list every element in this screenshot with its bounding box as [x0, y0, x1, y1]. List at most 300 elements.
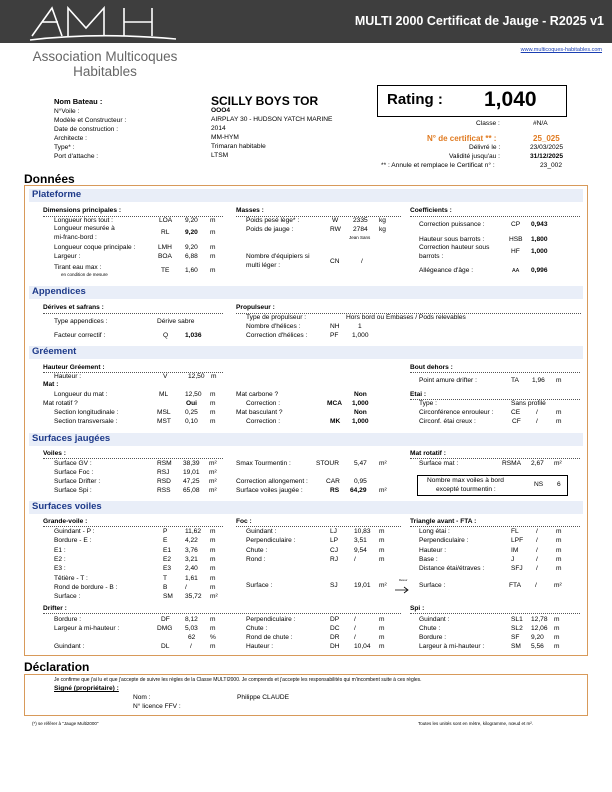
smax-label: Smax Tourmentin :	[236, 460, 291, 467]
mainsail-row-code: E2	[163, 555, 172, 563]
spi-row-code: SM	[511, 643, 521, 650]
mainsail-row-code: E3	[163, 565, 172, 573]
nh-value: 1	[358, 323, 362, 330]
height-unit: m	[211, 373, 217, 380]
tilting-correction-label: Correction :	[246, 418, 281, 425]
declaration-heading: Déclaration	[24, 660, 90, 674]
association-name-2: Habitables	[73, 64, 137, 79]
msl-code: MSL	[157, 409, 171, 416]
rw-value: 2784	[353, 226, 368, 233]
spi-surface-value: 65,08	[183, 487, 200, 494]
df-value: 8,12	[185, 616, 198, 623]
divider	[410, 372, 580, 373]
port: LTSM	[211, 152, 229, 159]
hf-label: Correction hauteur sous	[419, 244, 490, 251]
spi-row-label: Chute :	[419, 625, 441, 632]
jib-surface-label: Surface :	[246, 582, 273, 589]
type-label: Type* :	[54, 144, 75, 151]
dimensions-title: Dimensions principales :	[43, 207, 122, 214]
mst-code: MST	[157, 418, 171, 425]
carbon-mast-label: Mat carbone ?	[236, 391, 279, 398]
spi-row-unit: m	[554, 634, 560, 641]
te-sub: en condition de mesure	[61, 272, 108, 277]
hsb-label: Hauteur sous barrots :	[419, 236, 485, 243]
ce-unit: m	[556, 409, 562, 416]
mainsail-row-label: Surface :	[54, 593, 81, 601]
boa-value: 6,88	[185, 253, 198, 260]
dmg-value: 5,03	[185, 625, 198, 632]
jib-row-value: 9,54	[354, 546, 367, 554]
mainsail-row-value: 2,40	[185, 565, 198, 573]
fta-surface-value: /	[535, 582, 537, 589]
rigging-title: Gréement	[32, 346, 77, 357]
mainsail-row-unit: m	[210, 546, 216, 554]
q-value: 1,036	[185, 332, 202, 339]
mainsail-row-code: E1	[163, 546, 172, 554]
mainsail-row-unit: m	[210, 565, 216, 573]
pf-value: 1,000	[352, 332, 369, 339]
divider	[410, 216, 580, 217]
spi-row-label: Guindant :	[419, 616, 450, 623]
footer-units: Toutes les unités sont en mètre, kilogramme, nœud et m².	[418, 721, 534, 726]
jib-row-unit: m	[379, 546, 385, 554]
hf-label-2: barrots :	[419, 253, 444, 260]
divider	[410, 526, 580, 527]
rs-unit: m²	[379, 487, 387, 494]
rotating-mast-title: Mat rotatif :	[410, 450, 446, 457]
cp-value: 0,943	[531, 221, 548, 228]
drifter-row-label: Hauteur :	[246, 643, 274, 650]
boa-unit: m	[210, 253, 216, 260]
rl-unit: m	[210, 229, 216, 236]
prop-type-label: Type de propulseur :	[246, 314, 307, 321]
owner-name-label: Nom :	[133, 694, 151, 701]
cn-code: CN	[330, 258, 340, 265]
model-label: Modèle et Constructeur :	[54, 117, 127, 124]
ta-label: Point amure drifter :	[419, 377, 477, 384]
footer-note: (*) se référer à "Jauge Multi2000"	[32, 721, 99, 726]
fta-row-code: IM	[511, 546, 519, 554]
dmg-unit: m	[210, 625, 216, 632]
bowsprit-title: Bout dehors :	[410, 364, 453, 371]
mainsail-title: Grande-voile :	[43, 518, 88, 525]
ml-label: Longueur du mat :	[54, 391, 108, 398]
rw-label: Poids de jauge :	[246, 226, 294, 233]
fta-row-value: /	[536, 565, 538, 573]
fta-row-code: SFJ	[511, 565, 523, 573]
divider	[43, 313, 223, 314]
signed-label: Signé (propriétaire) :	[54, 685, 119, 692]
fta-row-code: FL	[511, 528, 519, 535]
mainsail-row-unit: m	[210, 574, 216, 582]
cf-label: Circonf. étai creux :	[419, 418, 476, 425]
divider	[43, 458, 223, 459]
hf-value: 1,000	[531, 248, 548, 255]
jib-row-code: LP	[330, 537, 339, 545]
port-label: Port d'attache :	[54, 153, 99, 160]
build-date-label: Date de construction :	[54, 126, 119, 133]
hsb-value: 1,800	[531, 236, 548, 243]
fta-row-unit: m	[556, 565, 562, 573]
mainsail-row-value: 11,62	[185, 528, 202, 535]
w-label: Poids pesé lège* :	[246, 217, 300, 224]
spi-row-label: Bordure :	[419, 634, 447, 641]
q-label: Facteur correctif :	[54, 332, 106, 339]
fta-row-value: /	[536, 555, 538, 563]
rl-label: Longueur mesurée à	[54, 225, 115, 232]
propulseur-title: Propulseur :	[236, 304, 275, 311]
loa-value: 9,20	[185, 217, 198, 224]
te-code: TE	[161, 267, 170, 274]
mainsail-row-label: Guindant - P :	[54, 528, 95, 535]
divider	[43, 613, 401, 614]
divider	[43, 526, 223, 527]
ce-code: CE	[511, 409, 521, 416]
cn-label: Nombre d'équipiers si	[246, 253, 310, 260]
drifter-row-code: DP	[330, 616, 340, 623]
boa-label: Largeur :	[54, 253, 81, 260]
platform-bar	[29, 189, 583, 202]
mainsail-row-label: Bordure - E :	[54, 537, 92, 545]
fta-row-value: /	[536, 528, 538, 535]
tilting-mast-label: Mat basculant ?	[236, 409, 283, 416]
jib-row-unit: m	[379, 528, 385, 535]
fta-arrow-caption: Retour	[399, 578, 408, 582]
prop-type: Hors bord ou Embases / Pods relevables	[346, 314, 466, 321]
jib-surface-unit: m²	[379, 582, 387, 589]
mainsail-row-value: 3,21	[185, 555, 198, 563]
drifter-row-code: DC	[330, 625, 340, 632]
foc-surface-unit: m²	[209, 469, 217, 476]
fta-row-unit: m	[556, 528, 562, 535]
certificate-title: MULTI 2000 Certificat de Jauge - R2025 v1	[354, 14, 604, 28]
jib-row-code: RJ	[330, 555, 339, 563]
issued-label: Délivré le :	[469, 144, 501, 151]
cf-value: /	[536, 418, 538, 425]
declaration-text: Je confirme que j'ai lu et que j'accepte de suivre les règles de la Classe MULTI2000. Je comprends et j'accepte les responsabilités qui m'incombent suite à ces règles.	[54, 677, 422, 683]
class-value: #N/A	[533, 120, 548, 127]
jib-row-unit: m	[379, 555, 385, 563]
boat-name: SCILLY BOYS TOR	[211, 94, 319, 108]
spi-row-code: SL2	[511, 625, 523, 632]
ta-unit: m	[556, 377, 562, 384]
tilting-mast-value: Non	[354, 409, 367, 416]
aa-value: 0,996	[531, 267, 548, 274]
dmg-label: Largeur à mi-hauteur :	[54, 625, 120, 632]
spi-row-unit: m	[554, 616, 560, 623]
msl-label: Section longitudinale :	[54, 409, 119, 416]
drifter-row-value: 10,04	[354, 643, 371, 650]
ns-label-2: excepté tourmentin :	[436, 486, 496, 493]
ns-code: NS	[534, 481, 544, 488]
jib-row-label: Rond :	[246, 555, 266, 563]
mainsail-row-code: P	[163, 528, 168, 535]
rs-label: Surface voiles jaugée :	[236, 487, 303, 494]
rig-height-title: Hauteur Gréement :	[43, 364, 105, 371]
mast-surface-code: RSMA	[502, 460, 522, 467]
validity-label: Validité jusqu'au :	[449, 153, 500, 160]
rl-label-2: mi-franc-bord :	[54, 234, 97, 241]
rigging-bar	[29, 346, 583, 359]
sail-surfaces-bar	[29, 501, 583, 514]
fta-surface-label: Surface :	[419, 582, 446, 589]
drifter-surface-value: 47,25	[183, 478, 200, 485]
rotating-mast-value: Oui	[186, 400, 197, 407]
mast-surface-label: Surface mat :	[419, 460, 459, 467]
fta-row-code: J	[511, 555, 515, 563]
mst-label: Section transversale :	[54, 418, 118, 425]
mainsail-row-code: SM	[163, 593, 173, 601]
drifter-title: Drifter :	[43, 605, 67, 612]
ml-unit: m	[210, 391, 216, 398]
spi-surface-unit: m²	[209, 487, 217, 494]
website-link[interactable]: www.multicoques-habitables.com	[520, 47, 602, 53]
divider	[410, 613, 580, 614]
owner-name: Philippe CLAUDE	[237, 694, 290, 701]
mst-value: 0,10	[185, 418, 198, 425]
ml-value: 12,50	[185, 391, 202, 398]
te-unit: m	[210, 267, 216, 274]
mainsail-row-code: T	[163, 574, 168, 582]
fta-row-unit: m	[556, 546, 562, 554]
cp-label: Correction puissance :	[419, 221, 485, 228]
rating-label: Rating :	[387, 91, 443, 108]
fta-row-code: LPF	[511, 537, 524, 545]
drifter-row-code: DR	[330, 634, 340, 641]
build-date: 2014	[211, 125, 226, 132]
sail-surfaces-title: Surfaces voiles	[32, 501, 102, 512]
nh-label: Nombre d'hélices :	[246, 323, 301, 330]
mainsail-row-label: Têtière - T :	[54, 574, 88, 582]
car-value: 0,95	[354, 478, 367, 485]
gauged-surfaces-bar	[29, 433, 583, 446]
jib-row-value: /	[354, 555, 356, 563]
loa-code: LOA	[159, 217, 173, 224]
foc-surface-label: Surface Foc :	[54, 469, 94, 476]
df-unit: m	[210, 616, 216, 623]
nh-code: NH	[330, 323, 340, 330]
masses-title: Masses :	[236, 207, 264, 214]
drifter-row-label: Rond de chute :	[246, 634, 293, 641]
fta-surface-unit: m²	[554, 582, 562, 589]
boa-code: BOA	[158, 253, 172, 260]
mainsail-row-label: Rond de bordure - B :	[54, 583, 118, 591]
sails-title: Voiles :	[43, 450, 66, 457]
jib-row-label: Chute :	[246, 546, 268, 554]
fta-title: Triangle avant - FTA :	[410, 518, 477, 525]
w-value: 2335	[353, 217, 368, 224]
spi-row-code: SF	[511, 634, 520, 641]
mainsail-row-unit: m	[210, 537, 216, 545]
w-code: W	[332, 217, 339, 224]
mca-value: 1,000	[352, 400, 369, 407]
amh-logo	[28, 2, 178, 44]
carbon-mast-value: Non	[354, 391, 367, 398]
cf-unit: m	[556, 418, 562, 425]
drifter-row-value: /	[354, 616, 356, 623]
jib-surface-code: SJ	[330, 582, 338, 589]
smax-unit: m²	[379, 460, 387, 467]
df-label: Bordure :	[54, 616, 82, 623]
drifter-row-code: DH	[330, 643, 340, 650]
divider	[410, 458, 580, 459]
loa-label: Longueur hors tout :	[54, 217, 114, 224]
mainsail-row-label: E3 :	[54, 565, 66, 573]
architect: MM-HYM	[211, 134, 239, 141]
gv-surface-value: 38,39	[183, 460, 200, 467]
hf-code: HF	[511, 248, 520, 255]
jib-row-unit: m	[379, 537, 385, 545]
rating-box	[377, 85, 567, 117]
mainsail-row-unit: m	[210, 528, 216, 535]
msl-unit: m	[210, 409, 216, 416]
cn-value: /	[361, 258, 363, 265]
spi-row-value: 12,06	[531, 625, 548, 632]
mainsail-row-value: 3,76	[185, 546, 198, 554]
license-label: N° licence FFV :	[133, 703, 181, 710]
df-code: DF	[161, 616, 170, 623]
drifter-row-unit: m	[379, 634, 385, 641]
stay-title: Etai :	[410, 391, 427, 398]
drifter-surface-code: RSD	[157, 478, 171, 485]
smax-code: STOUR	[316, 460, 339, 467]
gv-surface-code: RSM	[157, 460, 172, 467]
model: AIRPLAY 30 - HUDSON YATCH MARINE	[211, 116, 333, 123]
gv-surface-label: Surface GV :	[54, 460, 92, 467]
te-value: 1,60	[185, 267, 198, 274]
cp-code: CP	[511, 221, 521, 228]
ce-label: Circonférence enrouleur :	[419, 409, 494, 416]
validity-date: 31/12/2025	[530, 153, 564, 160]
appendix-type-label: Type appendices :	[54, 318, 108, 325]
ce-value: /	[536, 409, 538, 416]
derives-title: Dérives et safrans :	[43, 304, 104, 311]
mainsail-row-value: 1,61	[185, 574, 198, 582]
replaces-number: 23_002	[540, 162, 563, 169]
drifter-row-unit: m	[379, 643, 385, 650]
rw-sub: Jean Sans	[349, 235, 371, 240]
fta-row-value: /	[536, 537, 538, 545]
mainsail-row-value: /	[185, 583, 187, 591]
car-label: Correction allongement :	[236, 478, 308, 485]
rs-code: RS	[330, 487, 340, 494]
spi-row-value: 5,56	[531, 643, 544, 650]
class-label: Classe :	[476, 120, 500, 127]
jib-surface-value: 19,01	[354, 582, 371, 589]
jib-row-code: CJ	[330, 546, 339, 554]
pf-code: PF	[330, 332, 339, 339]
mk-code: MK	[330, 418, 341, 425]
mainsail-row-label: E1 :	[54, 546, 66, 554]
lmh-unit: m	[210, 244, 216, 251]
dl-unit: m	[210, 643, 216, 650]
dl-code: DL	[161, 643, 170, 650]
gauged-surfaces-title: Surfaces jaugées	[32, 433, 111, 444]
height-code: V	[163, 373, 168, 380]
spi-surface-code: RSS	[157, 487, 171, 494]
mainsail-row-code: E	[163, 537, 168, 545]
w-unit: kg	[379, 217, 386, 224]
spi-row-code: SL1	[511, 616, 523, 623]
cert-number-label: N° de certificat ** :	[427, 134, 497, 143]
spi-row-value: 12,78	[531, 616, 548, 623]
mca-code: MCA	[327, 400, 343, 407]
drifter-row-value: /	[354, 625, 356, 632]
jib-row-label: Perpendiculaire :	[246, 537, 296, 545]
te-label: Tirant eau max :	[54, 264, 102, 271]
sail-number-label: N°Voile :	[54, 108, 80, 115]
fta-surface-code: FTA	[509, 582, 521, 589]
percent-unit: %	[210, 634, 216, 641]
coefficients-title: Coefficients :	[410, 207, 452, 214]
percent-value: 62	[188, 634, 196, 641]
rw-code: RW	[330, 226, 341, 233]
sail-number: OOO4	[211, 107, 231, 114]
jib-row-label: Guindant :	[246, 528, 277, 535]
data-heading: Données	[24, 172, 75, 186]
replaces-label: ** : Annule et remplace le Certificat n° :	[381, 162, 495, 169]
height-value: 12,50	[188, 373, 205, 380]
fta-row-label: Base :	[419, 555, 438, 563]
foc-surface-code: RSJ	[157, 469, 170, 476]
carbon-correction-label: Correction :	[246, 400, 281, 407]
pf-label: Correction d'hélices :	[246, 332, 308, 339]
spi-row-value: 9,20	[531, 634, 544, 641]
appendix-type: Dérive sabre	[157, 318, 195, 325]
mainsail-row-value: 35,72	[185, 593, 202, 601]
ta-value: 1,96	[532, 377, 545, 384]
drifter-row-label: Perpendiculaire :	[246, 616, 296, 623]
hsb-code: HSB	[509, 236, 523, 243]
height-label: Hauteur :	[54, 373, 82, 380]
divider	[236, 526, 401, 527]
gv-surface-unit: m²	[209, 460, 217, 467]
spi-row-unit: m	[554, 625, 560, 632]
drifter-row-label: Chute :	[246, 625, 268, 632]
rating-value: 1,040	[484, 88, 537, 111]
association-name: Association Multicoques	[32, 49, 178, 64]
mst-unit: m	[210, 418, 216, 425]
fta-row-unit: m	[556, 555, 562, 563]
dmg-code: DMG	[157, 625, 173, 632]
appendices-title: Appendices	[32, 286, 86, 297]
car-code: CAR	[326, 478, 340, 485]
mainsail-row-unit: m	[210, 555, 216, 563]
dl-label: Guindant :	[54, 643, 85, 650]
mast-surface-unit: m²	[554, 460, 562, 467]
rs-value: 64,29	[350, 487, 367, 494]
aa-code: AA	[512, 268, 520, 274]
loa-unit: m	[210, 217, 216, 224]
rotating-mast-unit: m	[210, 400, 216, 407]
platform-title: Plateforme	[32, 189, 82, 200]
drifter-row-value: /	[354, 634, 356, 641]
jib-row-value: 10,83	[354, 528, 371, 535]
drifter-surface-label: Surface Drifter :	[54, 478, 101, 485]
drifter-row-unit: m	[379, 625, 385, 632]
ns-label: Nombre max voiles à bord	[427, 477, 504, 484]
drifter-surface-unit: m²	[209, 478, 217, 485]
boat-name-label: Nom Bateau :	[54, 97, 103, 106]
rw-unit: kg	[379, 226, 386, 233]
aa-label: Allégeance d'âge :	[419, 267, 474, 274]
rotating-mast-label: Mat rotatif ?	[43, 400, 78, 407]
q-code: Q	[163, 332, 169, 339]
mainsail-row-value: 4,22	[185, 537, 198, 545]
rl-code: RL	[161, 229, 170, 236]
spi-row-unit: m	[554, 643, 560, 650]
cf-code: CF	[512, 418, 521, 425]
